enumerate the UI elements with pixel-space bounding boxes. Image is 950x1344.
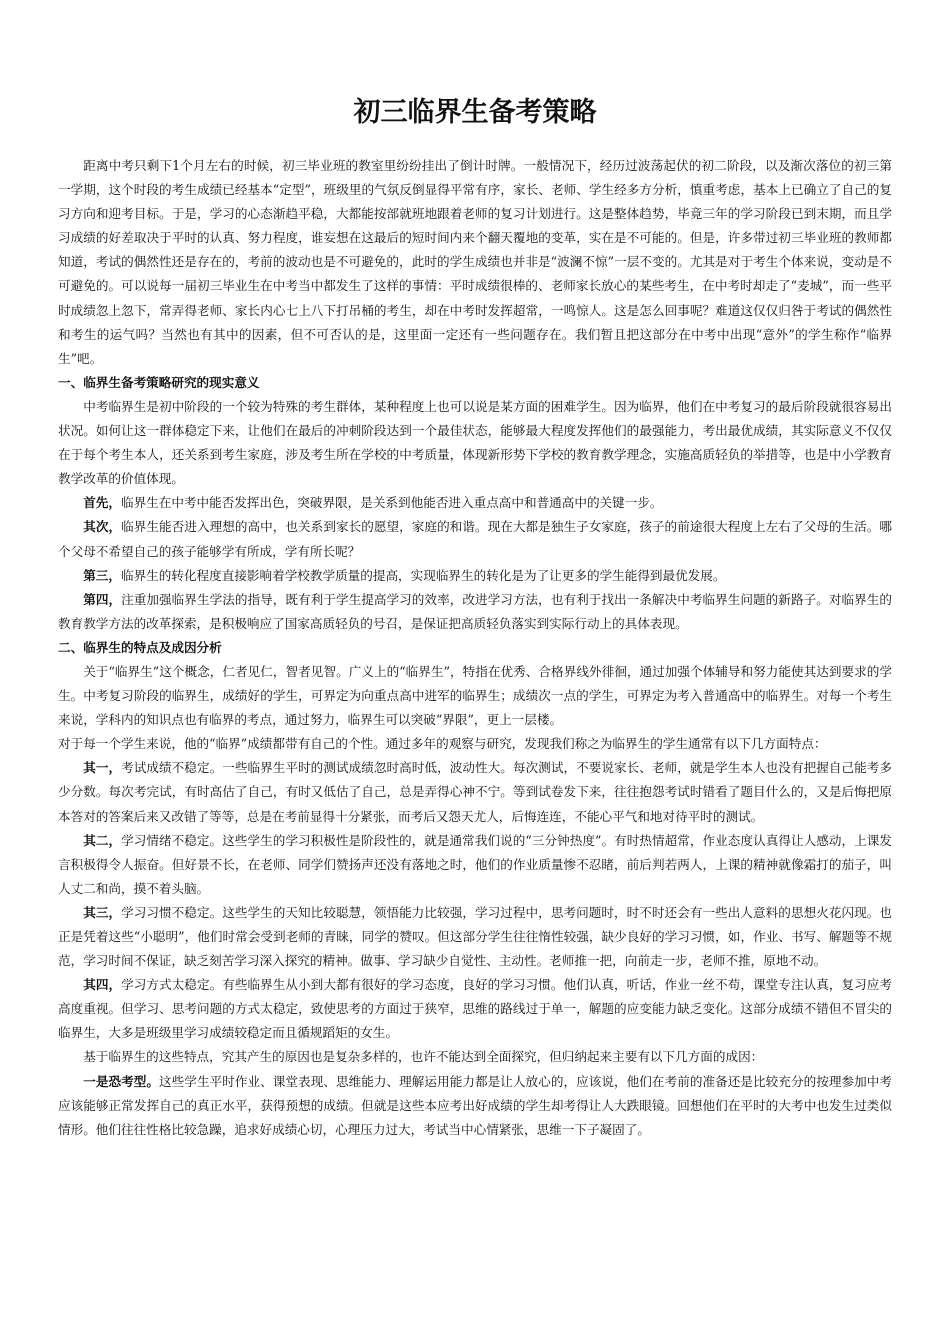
- section-1-point: [58, 564, 892, 588]
- trait-text: 学习方式太稳定。有些临界生从小到大都有很好的学习态度，良好的学习习惯。他们认真，听话，作业一丝不苟，课堂专注认真，复习应考高度重视。但学习、思考问题的方式太稳定，致使思考的方面过于狭窄，思维的路线过于单一，解题的应变能力缺乏变化。这部分成绩不错但不冒尖的临界生，大多是班级里学习成绩较稳定而且循规蹈矩的女生。: [58, 977, 893, 1041]
- section-1-point: [58, 515, 892, 563]
- intro-paragraph: 距离中考只剩下1个月左右的时候，初三毕业班的教室里纷纷挂出了倒计时牌。一般情况下，经历过波荡起伏的初二阶段，以及渐次落位的初三第一学期，这个时段的考生成绩已经基本“定型”，班级里的气氛反倒显得平常有序，家长、老师、学生经多方分析，慎重考虑，基本上已确立了自己的复习方向和迎考目标。于是，学习的心态渐趋平稳，大都能按部就班地跟着老师的复习计划进行。这是整体趋势，毕竟三年的学习阶段已到末期，而且学习成绩的好差取决于平时的认真、努力程度，谁妄想在这最后的短时间内来个翻天覆地的变革，实在是不可能的。但是，许多带过初三毕业班的教师都知道，考试的偶然性还是存在的，考前的波动也是不可避免的，此时的学生成绩也并非是“波澜不惊”一层不变的。尤其是对于考生个体来说，变动是不可避免的。可以说每一届初三毕业生在中考当中都发生了这样的事情：平时成绩很棒的、老师家长放心的某些考生，在中考时却走了“麦城”，而一些平时成绩忽上忽下，常弄得老师、家长内心七上八下打吊桶的考生，却在中考时发挥超常，一鸣惊人。这是怎么回事呢？难道这仅仅归咎于考试的偶然性和考生的运气吗？当然也有其中的因素，但不可否认的是，这里面一定还有一些问题存在。我们暂且把这部分在中考中出现“意外”的学生称作“临界生”吧。: [58, 158, 892, 366]
- document-title: 初三临界生备考策略: [353, 97, 597, 128]
- point-text: 临界生能否进入理想的高中，也关系到家长的愿望，家庭的和谐。现在大都是独生子女家庭，孩子的前途很大程度上左右了父母的生活。哪个父母不希望自己的孩子能够学有所成，学有所长呢？: [58, 519, 893, 559]
- cause-lead: 一是恐考型。: [83, 1073, 160, 1089]
- trait-item: [58, 756, 892, 828]
- trait-text: 学习情绪不稳定。这些学生的学习积极性是阶段性的，就是通常我们说的“三分钟热度”。有时热情超常，作业态度认真得让人感动，上课发言积极得令人振奋。但好景不长，在老师、同学们赞扬声还没有落地之时，他们的作业质量惨不忍睹，前后判若两人，上课的精神就像霜打的茄子，叫人丈二和尚，摸不着头脑。: [58, 832, 892, 896]
- trait-item: [58, 829, 892, 901]
- section-1-point: [58, 491, 892, 515]
- point-lead: 第三，: [83, 567, 121, 583]
- section-2-heading: 二、临界生的特点及成因分析: [58, 639, 222, 655]
- trait-text: 考试成绩不稳定。一些临界生平时的测试成绩忽时高时低，波动性大。每次测试，不要说家长、老师，就是学生本人也没有把握自己能考多少分数。每次考完试，有时高估了自己，有时又低估了自己，总是弄得心神不宁。等到试卷发下来，往往抱怨考试时错看了题目什么的，又是后悔把原本答对的答案后来又改错了等等，总是在考前显得十分紧张，而考后又怨天尤人，后悔连连，不能心平气和地对待平时的测试。: [58, 760, 893, 824]
- point-lead: 第四，: [83, 591, 122, 607]
- point-text: 临界生在中考中能否发挥出色，突破界限，是关系到他能否进入重点高中和普通高中的关键一步。: [120, 495, 663, 511]
- point-text: 临界生的转化程度直接影响着学校教学质量的提高，实现临界生的转化是为了让更多的学生能得到最优发展。: [120, 567, 726, 583]
- document-body: [58, 154, 892, 1142]
- cause-text: 这些学生平时作业、课堂表现、思维能力、理解运用能力都是让人放心的，应该说，他们在考前的准备还是比较充分的按理参加中考应该能够正常发挥自己的真正水平，获得预想的成绩。但就是这些本应考出好成绩的学生却考得让人大跌眼镜。回想他们在平时的大考中也发生过类似情形。他们往往性格比较急躁，追求好成绩心切，心理压力过大，考试当中心情紧张，思维一下子凝固了。: [58, 1073, 893, 1137]
- trait-lead: 其三，: [83, 904, 122, 920]
- section-2-paragraph: 对于每一个学生来说，他的“临界”成绩都带有自己的个性。通过多年的观察与研究，发现我们称之为临界生的学生通常有以下几方面特点：: [58, 736, 827, 752]
- document-page: [58, 0, 892, 1142]
- trait-item: [58, 973, 892, 1045]
- point-lead: 首先，: [83, 495, 121, 511]
- section-2-paragraph: 基于临界生的这些特点，究其产生的原因也是复杂多样的，也许不能达到全面探究，但归纳起来主要有以下几方面的成因：: [83, 1049, 764, 1065]
- trait-item: [58, 901, 892, 973]
- trait-text: 学习习惯不稳定。这些学生的天知比较聪慧，领悟能力比较强，学习过程中，思考问题时，时不时还会有一些出人意料的思想火花闪现。也正是凭着这些“小聪明”，他们时常会受到老师的青睐，同学的赞叹。但这部分学生往往惰性较强，缺少良好的学习习惯，如，作业、书写、解题等不规范，学习时间不保证，缺乏刻苦学习深入探究的精神。做事、学习缺少自觉性、主动性。老师推一把，向前走一步，老师不推，原地不动。: [58, 904, 893, 969]
- point-lead: 其次，: [83, 519, 122, 535]
- cause-item: [58, 1070, 892, 1142]
- section-1-heading: 一、临界生备考策略研究的现实意义: [58, 374, 260, 390]
- section-2-paragraph: 关于“临界生”这个概念，仁者见仁，智者见智。广义上的“临界生”，特指在优秀、合格界线外徘徊，通过加强个体辅导和努力能使其达到要求的学生。中考复习阶段的临界生，成绩好的学生，可界定为向重点高中进军的临界生；成绩次一点的学生，可界定为考入普通高中的临界生。对每一个考生来说，学科内的知识点也有临界的考点，通过努力，临界生可以突破“界限”，更上一层楼。: [58, 663, 892, 728]
- point-text: 注重加强临界生学法的指导，既有利于学生提高学习的效率，改进学习方法，也有利于找出一条解决中考临界生问题的新路子。对临界生的教育教学方法的改革探索，是积极响应了国家高质轻负的号召，是保证把高质轻负落实到实际行动上的具体表现。: [58, 591, 893, 631]
- section-1-point: [58, 588, 892, 636]
- trait-lead: 其四，: [83, 977, 122, 993]
- trait-lead: 其一，: [83, 760, 122, 776]
- trait-lead: 其二，: [83, 832, 122, 848]
- section-1-paragraph: 中考临界生是初中阶段的一个较为特殊的考生群体，某种程度上也可以说是某方面的困难学生。因为临界，他们在中考复习的最后阶段就很容易出状况。如何让这一群体稳定下来，让他们在最后的冲刺阶段达到一个最佳状态，能够最大程度发挥他们的最强能力，考出最优成绩，其实际意义不仅仅在于每个考生本人，还关系到考生家庭，涉及考生所在学校的中考质量，体现新形势下学校的教育教学理念，实施高质轻负的举措等，也是中小学教育教学改革的价值体现。: [58, 398, 892, 487]
